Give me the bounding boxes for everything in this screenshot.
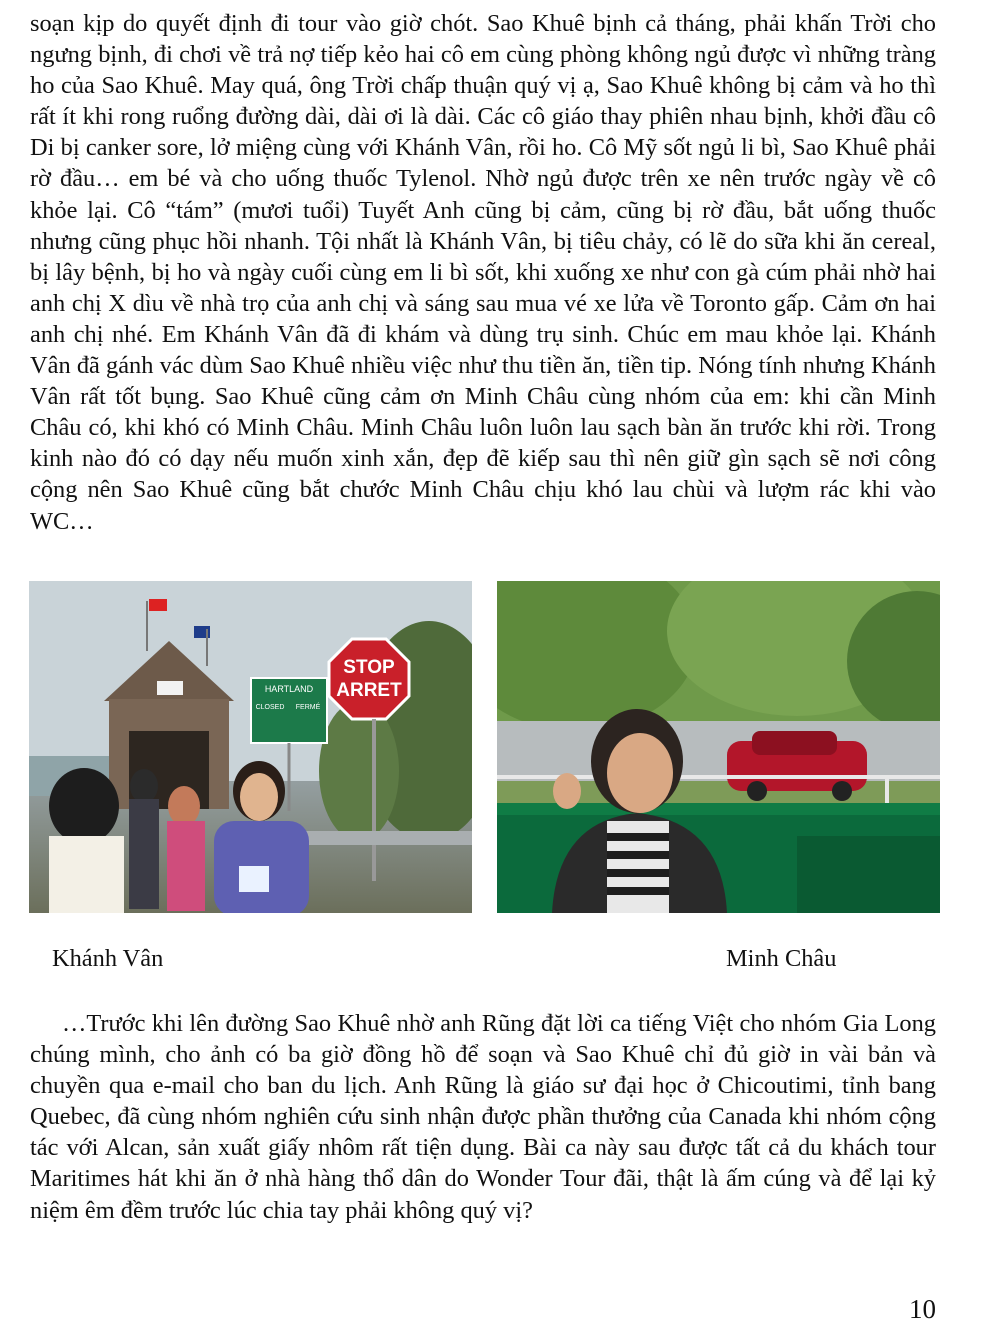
- photo-minh-chau: [497, 581, 940, 913]
- body-paragraph-2: …Trước khi lên đường Sao Khuê nhờ anh Rũng đặt lời ca tiếng Việt cho nhóm Gia Long chúng mình, cho ảnh có ba giờ đồng hồ để soạn và Sao Khuê chỉ đủ giờ in vài bản và chuyền qua e-mail cho ban du lịch. Anh Rũng là giáo sư đại học ở Chicoutimi, tỉnh bang Quebec, đã cùng nhóm nghiên cứu sinh nhận được phần thưởng của Canada khi nhóm cộng tác với Alcan, sản xuất giấy nhôm rất tiện dụng. Bài ca này sau được tất cả du khách tour Maritimes hát khi ăn ở nhà hàng thổ dân do Wonder Tour đãi, thật là ấm cúng và để lại kỷ niệm êm đềm trước lúc chia tay phải không quý vị?: [30, 1010, 936, 1224]
- arret-sign-text: ARRET: [336, 680, 402, 701]
- caption-right: Minh Châu: [726, 945, 837, 972]
- photo-khanh-van: [29, 581, 472, 913]
- body-paragraph-1: soạn kịp do quyết định đi tour vào giờ chót. Sao Khuê bịnh cả tháng, phải khấn Trời cho ngưng bịnh, đi chơi về trả nợ tiếp kẻo hai cô em cùng phòng không ngủ được vì những tràng ho của Sao Khuê. May quá, ông Trời chấp thuận quý vị ạ, Sao Khuê không bị cảm và ho thì rất ít khi rong ruổng đường dài, dài ơi là dài. Các cô giáo thay phiên nhau bịnh, khởi đầu cô Di bị canker sore, lở miệng cùng với Khánh Vân, rồi ho. Cô Mỹ sốt ngủ li bì, Sao Khuê phải rờ đầu… em bé và cho uống thuốc Tylenol. Nhờ ngủ được trên xe nên trước ngày về cô khỏe lại. Cô “tám” (mươi tuổi) Tuyết Anh cũng bị cảm, cũng bị rờ đầu, bắt uống thuốc nhưng cũng phục hồi nhanh. Tội nhất là Khánh Vân, bị tiêu chảy, có lẽ do sữa khi ăn cereal, bị lây bệnh, bị ho và ngày cuối cùng em li bì sốt, khi xuống xe như con gà cúm phải nhờ hai anh chị X dìu về nhà trọ của anh chị và sáng sau mua vé xe lửa về Toronto gấp. Cảm ơn hai anh chị nhé. Em Khánh Vân đã đi khám và dùng trụ sinh. Chúc em mau khỏe lại. Khánh Vân đã gánh vác dùm Sao Khuê nhiều việc như thu tiền ăn, tiền tip. Nóng tính nhưng Khánh Vân rất tốt bụng. Sao Khuê cũng cảm ơn Minh Châu cùng nhóm của em: khi cần Minh Châu có, khi khó có Minh Châu. Minh Châu luôn luôn lau sạch bàn ăn trước khi rời. Trong kinh nào đó có dạy nếu muốn xinh xắn, đẹp đẽ kiếp sau thì nên giữ gìn sạch sẽ nơi công cộng nên Sao Khuê cũng bắt chước Minh Châu chịu khó lau chùi và lượm rác khi vào WC…: [30, 10, 936, 535]
- green-sign-text-2: CLOSED: [255, 704, 285, 711]
- page-number: 10: [909, 1294, 936, 1324]
- stop-sign-text: STOP: [343, 657, 395, 678]
- green-sign-text-1: HARTLAND: [264, 684, 314, 694]
- caption-left: Khánh Vân: [52, 945, 164, 972]
- green-sign-text-3: FERMÉ: [295, 704, 321, 711]
